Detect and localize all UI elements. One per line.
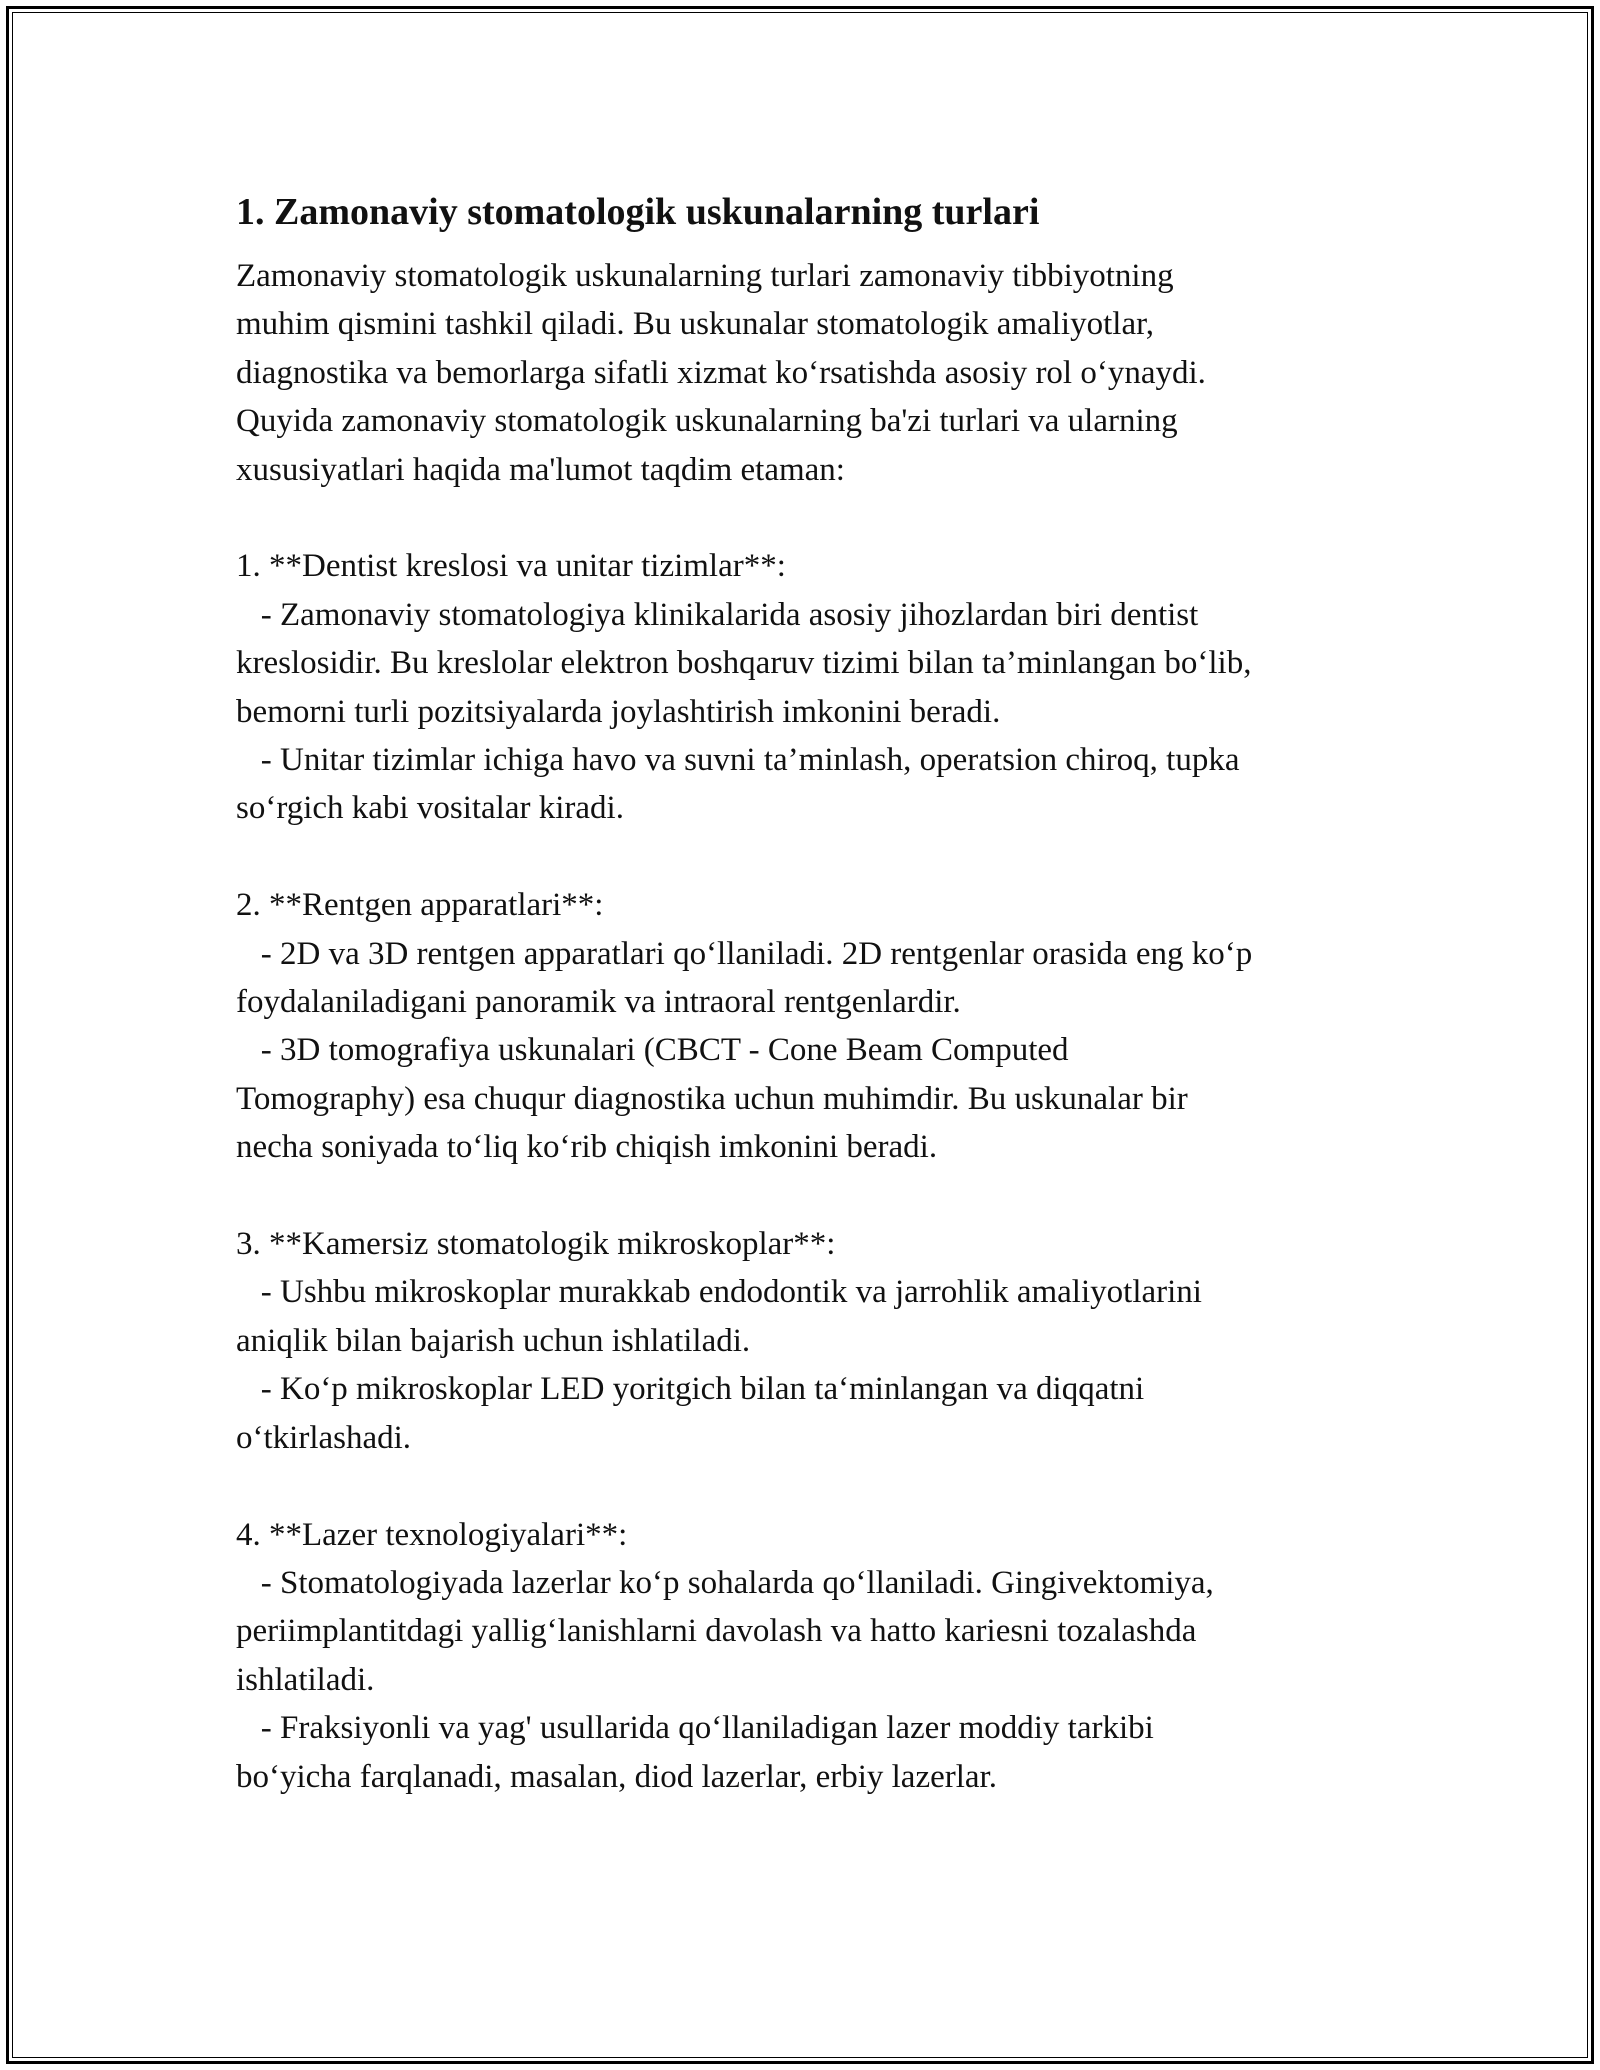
blank-line [236,1172,1386,1220]
text-line: - 3D tomografiya uskunalari (CBCT - Cone Beam Computed [236,1032,1069,1069]
text-line: kreslosidir. Bu kreslolar elektron boshqaruv tizimi bilan ta’minlangan bo‘lib, [236,645,1252,682]
text-line: 1. **Dentist kreslosi va unitar tizimlar**: [236,548,786,585]
text-line: so‘rgich kabi vositalar kiradi. [236,790,624,827]
blank-line [236,494,1386,542]
text-line: 3. **Kamersiz stomatologik mikroskoplar**: [236,1226,836,1263]
text-line: diagnostika va bemorlarga sifatli xizmat ko‘rsatishda asosiy rol o‘ynaydi. [236,354,1206,391]
text-line: - Fraksiyonli va yag' usullarida qo‘llaniladigan lazer moddiy tarkibi [236,1710,1154,1747]
text-line: o‘tkirlashadi. [236,1419,412,1456]
document-title: 1. Zamonaviy stomatologik uskunalarning turlari [236,191,1040,233]
text-line: - Ko‘p mikroskoplar LED yoritgich bilan ta‘minlangan va diqqatni [236,1371,1145,1408]
text-line: Tomography) esa chuqur diagnostika uchun muhimdir. Bu uskunalar bir [236,1080,1188,1117]
text-line: periimplantitdagi yallig‘lanishlarni davolash va hatto kariesni tozalashda [236,1613,1197,1650]
text-line: bo‘yicha farqlanadi, masalan, diod lazerlar, erbiy lazerlar. [236,1758,997,1795]
text-line: muhim qismini tashkil qiladi. Bu uskunalar stomatologik amaliyotlar, [236,306,1155,343]
text-line: 4. **Lazer texnologiyalari**: [236,1516,628,1553]
text-line: xususiyatlari haqida ma'lumot taqdim etaman: [236,451,845,488]
document-body [236,186,1386,1801]
text-line: Quyida zamonaviy stomatologik uskunalarning ba'zi turlari va ularning [236,403,1178,440]
text-line: ishlatiladi. [236,1661,375,1698]
document-text [236,252,1386,1801]
text-line: necha soniyada to‘liq ko‘rib chiqish imkonini beradi. [236,1129,938,1166]
blank-line [236,833,1386,881]
text-line: - Stomatologiyada lazerlar ko‘p sohalarda qo‘llaniladi. Gingivektomiya, [236,1564,1214,1601]
text-line: foydalaniladigani panoramik va intraoral rentgenlardir. [236,984,961,1021]
blank-line [236,1462,1386,1510]
text-line: bemorni turli pozitsiyalarda joylashtirish imkonini beradi. [236,693,1001,730]
text-line: aniqlik bilan bajarish uchun ishlatiladi. [236,1322,751,1359]
text-line: 2. **Rentgen apparatlari**: [236,887,604,924]
text-line: - Ushbu mikroskoplar murakkab endodontik va jarrohlik amaliyotlarini [236,1274,1202,1311]
text-line: Zamonaviy stomatologik uskunalarning turlari zamonaviy tibbiyotning [236,258,1174,294]
text-line: - Unitar tizimlar ichiga havo va suvni ta’minlash, operatsion chiroq, tupka [236,742,1240,779]
text-line: - 2D va 3D rentgen apparatlari qo‘llaniladi. 2D rentgenlar orasida eng ko‘p [236,935,1253,972]
text-line: - Zamonaviy stomatologiya klinikalarida asosiy jihozlardan biri dentist [236,596,1199,633]
